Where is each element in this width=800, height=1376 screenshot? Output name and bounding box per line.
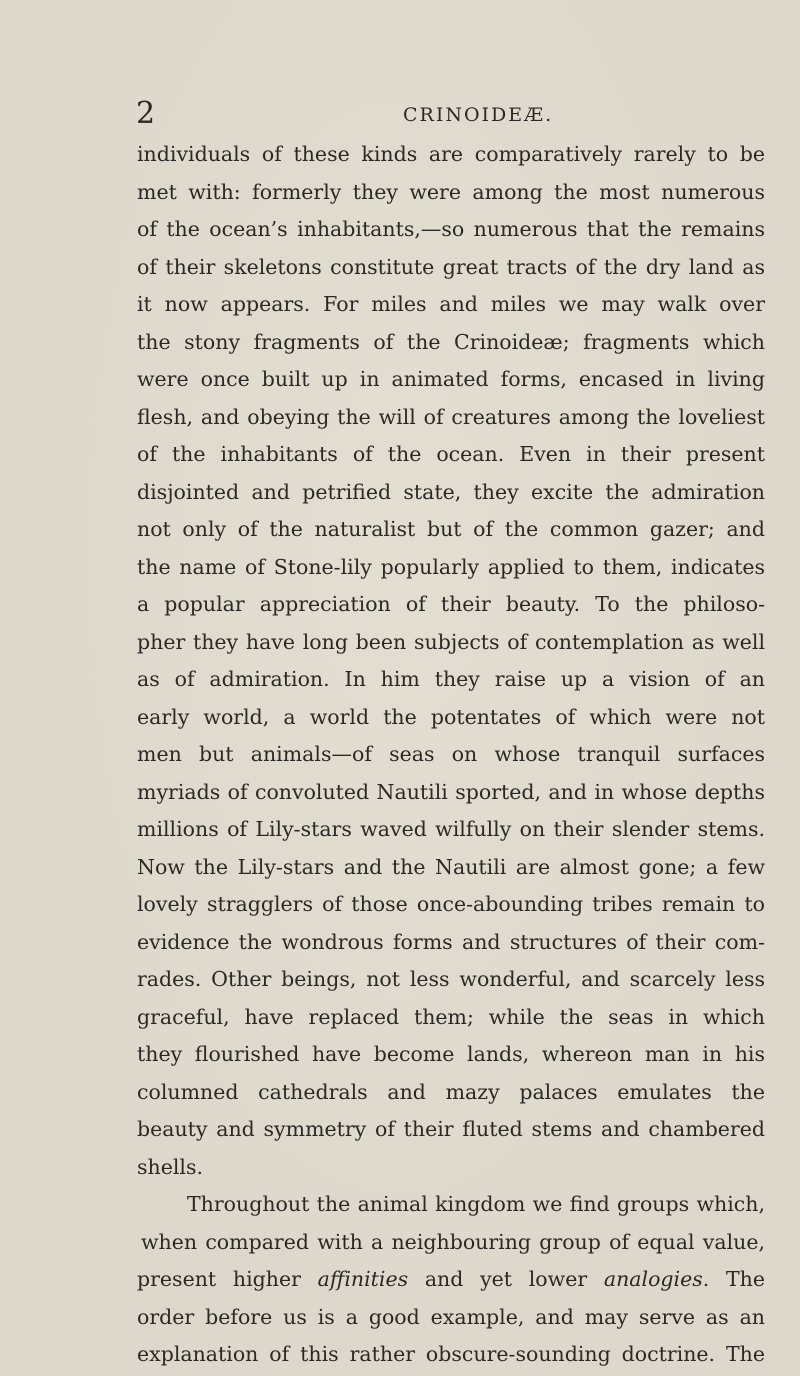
body-text	[137, 136, 765, 1374]
text-line: as of admiration. In him they raise up a vision of an	[137, 667, 765, 691]
text-line: explanation of this rather obscure-sounding doctrine. The	[137, 1342, 765, 1366]
paragraph-first-line: Throughout the animal kingdom we find groups which,	[187, 1192, 765, 1216]
text-line: disjointed and petrified state, they excite the admiration	[137, 479, 765, 504]
text-line: met with: formerly they were among the most numerous	[137, 179, 765, 204]
text-line: rades. Other beings, not less wonderful, and scarcely less	[137, 967, 765, 991]
text-line: pher they have long been subjects of contemplation as well	[137, 629, 765, 654]
running-head: CRINOIDEÆ.	[403, 104, 554, 126]
text-line: flesh, and obeying the will of creatures among the loveliest	[137, 404, 765, 429]
text-line: graceful, have replaced them; while the seas in which	[137, 1004, 765, 1029]
text-line: were once built up in animated forms, encased in living	[137, 367, 765, 391]
page-number: 2	[136, 96, 156, 131]
text-line: Now the Lily-stars and the Nautili are almost gone; a few	[137, 854, 765, 879]
text-line: beauty and symmetry of their fluted stems and chambered	[137, 1117, 765, 1141]
text-line: millions of Lily-stars waved wilfully on their slender stems.	[137, 817, 765, 841]
text-line: it now appears. For miles and miles we may walk over	[137, 292, 765, 316]
text-line: evidence the wondrous forms and structures of their com-	[137, 929, 765, 954]
text-line: a popular appreciation of their beauty. To the philoso-	[137, 592, 765, 616]
text-line: the name of Stone-lily popularly applied to them, indicates	[137, 554, 765, 579]
text-line: when compared with a neighbouring group of equal value,	[141, 1229, 765, 1254]
text-line: men but animals—of seas on whose tranquil surfaces	[137, 742, 765, 766]
text-line: of their skeletons constitute great tracts of the dry land as	[137, 254, 765, 279]
text-line: early world, a world the potentates of which were not	[137, 704, 765, 729]
text-line: the stony fragments of the Crinoideæ; fragments which	[137, 329, 765, 354]
text-line: lovely stragglers of those once-abounding tribes remain to	[137, 892, 765, 916]
text-line: of the ocean’s inhabitants,—so numerous that the remains	[137, 217, 765, 241]
text-line: of the inhabitants of the ocean. Even in their present	[137, 442, 765, 466]
page-header	[0, 94, 800, 134]
text-line: not only of the naturalist but of the common gazer; and	[137, 517, 765, 541]
text-line: individuals of these kinds are comparatively rarely to be	[137, 142, 765, 166]
text-line: present higher affinities and yet lower analogies. The	[137, 1267, 765, 1291]
text-line: columned cathedrals and mazy palaces emulates the	[137, 1079, 765, 1104]
text-line: shells.	[137, 1154, 204, 1179]
text-line: they flourished have become lands, whereon man in his	[137, 1042, 765, 1066]
text-line: myriads of convoluted Nautili sported, and in whose depths	[137, 779, 765, 804]
text-line: order before us is a good example, and may serve as an	[137, 1304, 765, 1329]
